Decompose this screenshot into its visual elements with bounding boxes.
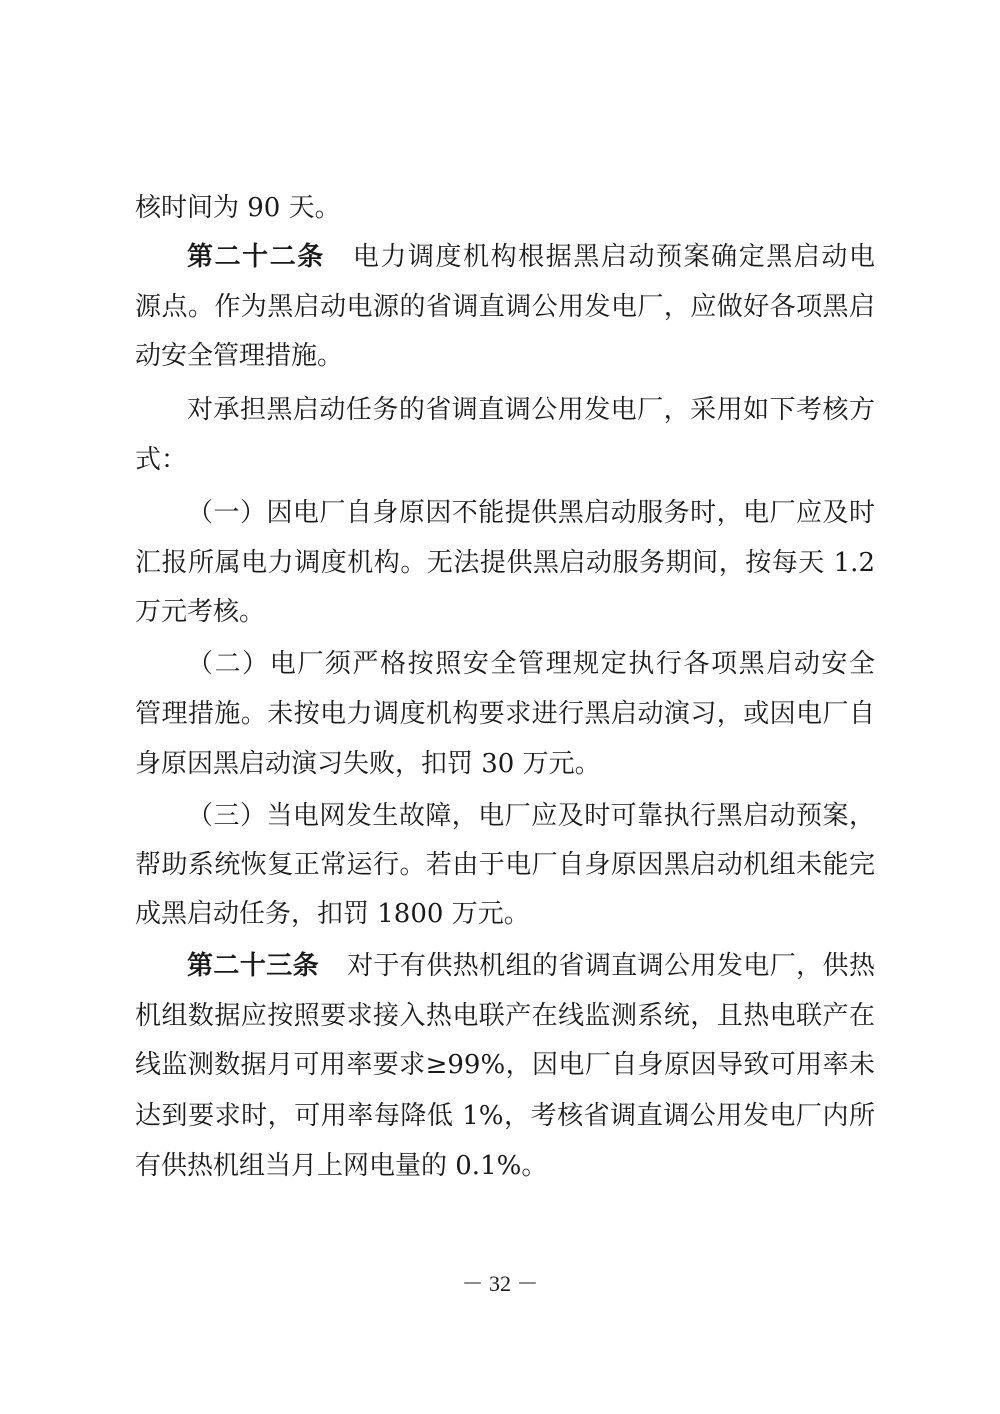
text-line: 汇报所属电力调度机构。无法提供黑启动服务期间，按每天 1.2 [135, 548, 875, 578]
text-line: 管理措施。未按电力调度机构要求进行黑启动演习，或因电厂自 [135, 699, 875, 729]
text-line: 有供热机组当月上网电量的 0.1%。 [135, 1151, 548, 1181]
text-line: （三）当电网发生故障，电厂应及时可靠执行黑启动预案， [187, 801, 875, 831]
article-23-first-line [187, 946, 875, 986]
text-line: 机组数据应按照要求接入热电联产在线监测系统，且热电联产在 [135, 1001, 875, 1031]
text-line: 动安全管理措施。 [135, 341, 344, 371]
text-line: 帮助系统恢复正常运行。若由于电厂自身原因黑启动机组未能完 [135, 850, 875, 880]
text-line: 式： [135, 445, 188, 475]
text-line: 核时间为 90 天。 [135, 193, 341, 223]
text-line: 成黑启动任务，扣罚 1800 万元。 [135, 899, 530, 929]
text-line: 达到要求时，可用率每降低 1%，考核省调直调公用发电厂内所 [135, 1101, 875, 1131]
text-line: 对承担黑启动任务的省调直调公用发电厂，采用如下考核方 [187, 395, 875, 425]
text-line: 电力调度机构根据黑启动预案确定黑启动电 [352, 242, 875, 272]
text-line: （二）电厂须严格按照安全管理规定执行各项黑启动安全 [187, 649, 875, 679]
article-22-first-line [187, 237, 875, 277]
article-heading: 第二十二条 [187, 242, 325, 272]
article-heading: 第二十三条 [187, 951, 320, 981]
text-line: 万元考核。 [135, 597, 266, 627]
text-line: 身原因黑启动演习失败，扣罚 30 万元。 [135, 749, 601, 779]
text-line: （一）因电厂自身原因不能提供黑启动服务时，电厂应及时 [187, 498, 875, 528]
text-line: 源点。作为黑启动电源的省调直调公用发电厂，应做好各项黑启 [135, 292, 875, 322]
text-line: 线监测数据月可用率要求≥99%，因电厂自身原因导致可用率未 [135, 1050, 875, 1080]
text-line: 对于有供热机组的省调直调公用发电厂，供热 [347, 951, 875, 981]
page-number: － 32 － [461, 1271, 539, 1296]
